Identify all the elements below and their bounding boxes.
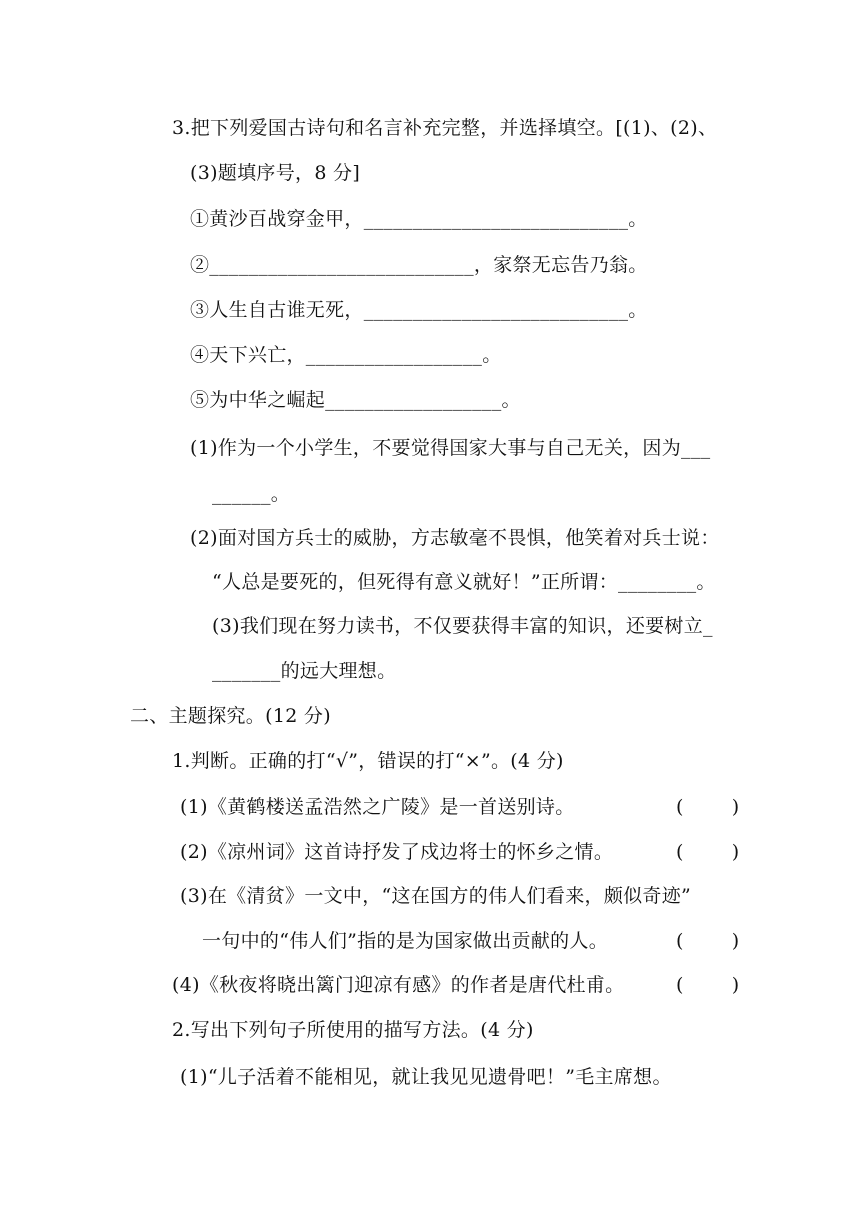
poem-fill-item-5: ⑤为中华之崛起__________________。 [190,389,521,411]
judge-answer-blank-2[interactable]: ( ) [676,841,740,863]
judge-answer-blank-4[interactable]: ( ) [676,974,740,996]
q3-sub3-line1: (3)我们现在努力读书，不仅要获得丰富的知识，还要树立_ [212,615,713,637]
q3-sub1-line1: (1)作为一个小学生，不要觉得国家大事与自己无关，因为___ [190,437,711,459]
judge-answer-blank-3[interactable]: ( ) [676,930,740,952]
q3-sub2-line2: “人总是要死的，但死得有意义就好！”正所谓：________。 [212,571,716,593]
judge-item-1: (1)《黄鹤楼送孟浩然之广陵》是一首送别诗。 [180,796,575,818]
description-question-title: 2.写出下列句子所使用的描写方法。(4 分) [172,1019,534,1041]
section2-heading: 二、主题探究。(12 分) [130,705,331,727]
poem-fill-item-4: ④天下兴亡，__________________。 [190,344,502,366]
judge-answer-blank-1[interactable]: ( ) [676,796,740,818]
q3-prompt-line1: 3.把下列爱国古诗句和名言补充完整，并选择填空。[(1)、(2)、 [172,117,718,139]
judge-item-2: (2)《凉州词》这首诗抒发了戍边将士的怀乡之情。 [180,841,614,863]
poem-fill-item-3: ③人生自古谁无死，___________________________。 [190,299,648,321]
description-item-1: (1)“儿子活着不能相见，就让我见见遗骨吧！”毛主席想。 [180,1066,672,1088]
judge-question-title: 1.判断。正确的打“√”，错误的打“×”。(4 分) [172,750,564,772]
judge-item-3-line1: (3)在《清贫》一文中，“这在国方的伟人们看来，颇似奇迹” [180,885,692,907]
poem-fill-item-1: ①黄沙百战穿金甲，___________________________。 [190,208,648,230]
judge-item-3-line2: 一句中的“伟人们”指的是为国家做出贡献的人。 [202,930,609,952]
q3-sub2-line1: (2)面对国方兵士的威胁，方志敏毫不畏惧，他笑着对兵士说： [190,527,720,549]
q3-sub3-line2: _______的远大理想。 [212,660,397,682]
poem-fill-item-2: ②___________________________，家祭无忘告乃翁。 [190,254,648,276]
q3-sub1-line2: ______。 [212,483,291,505]
judge-item-4: (4)《秋夜将晓出篱门迎凉有感》的作者是唐代杜甫。 [172,974,625,996]
q3-prompt-line2: (3)题填序号，8 分] [190,162,361,184]
